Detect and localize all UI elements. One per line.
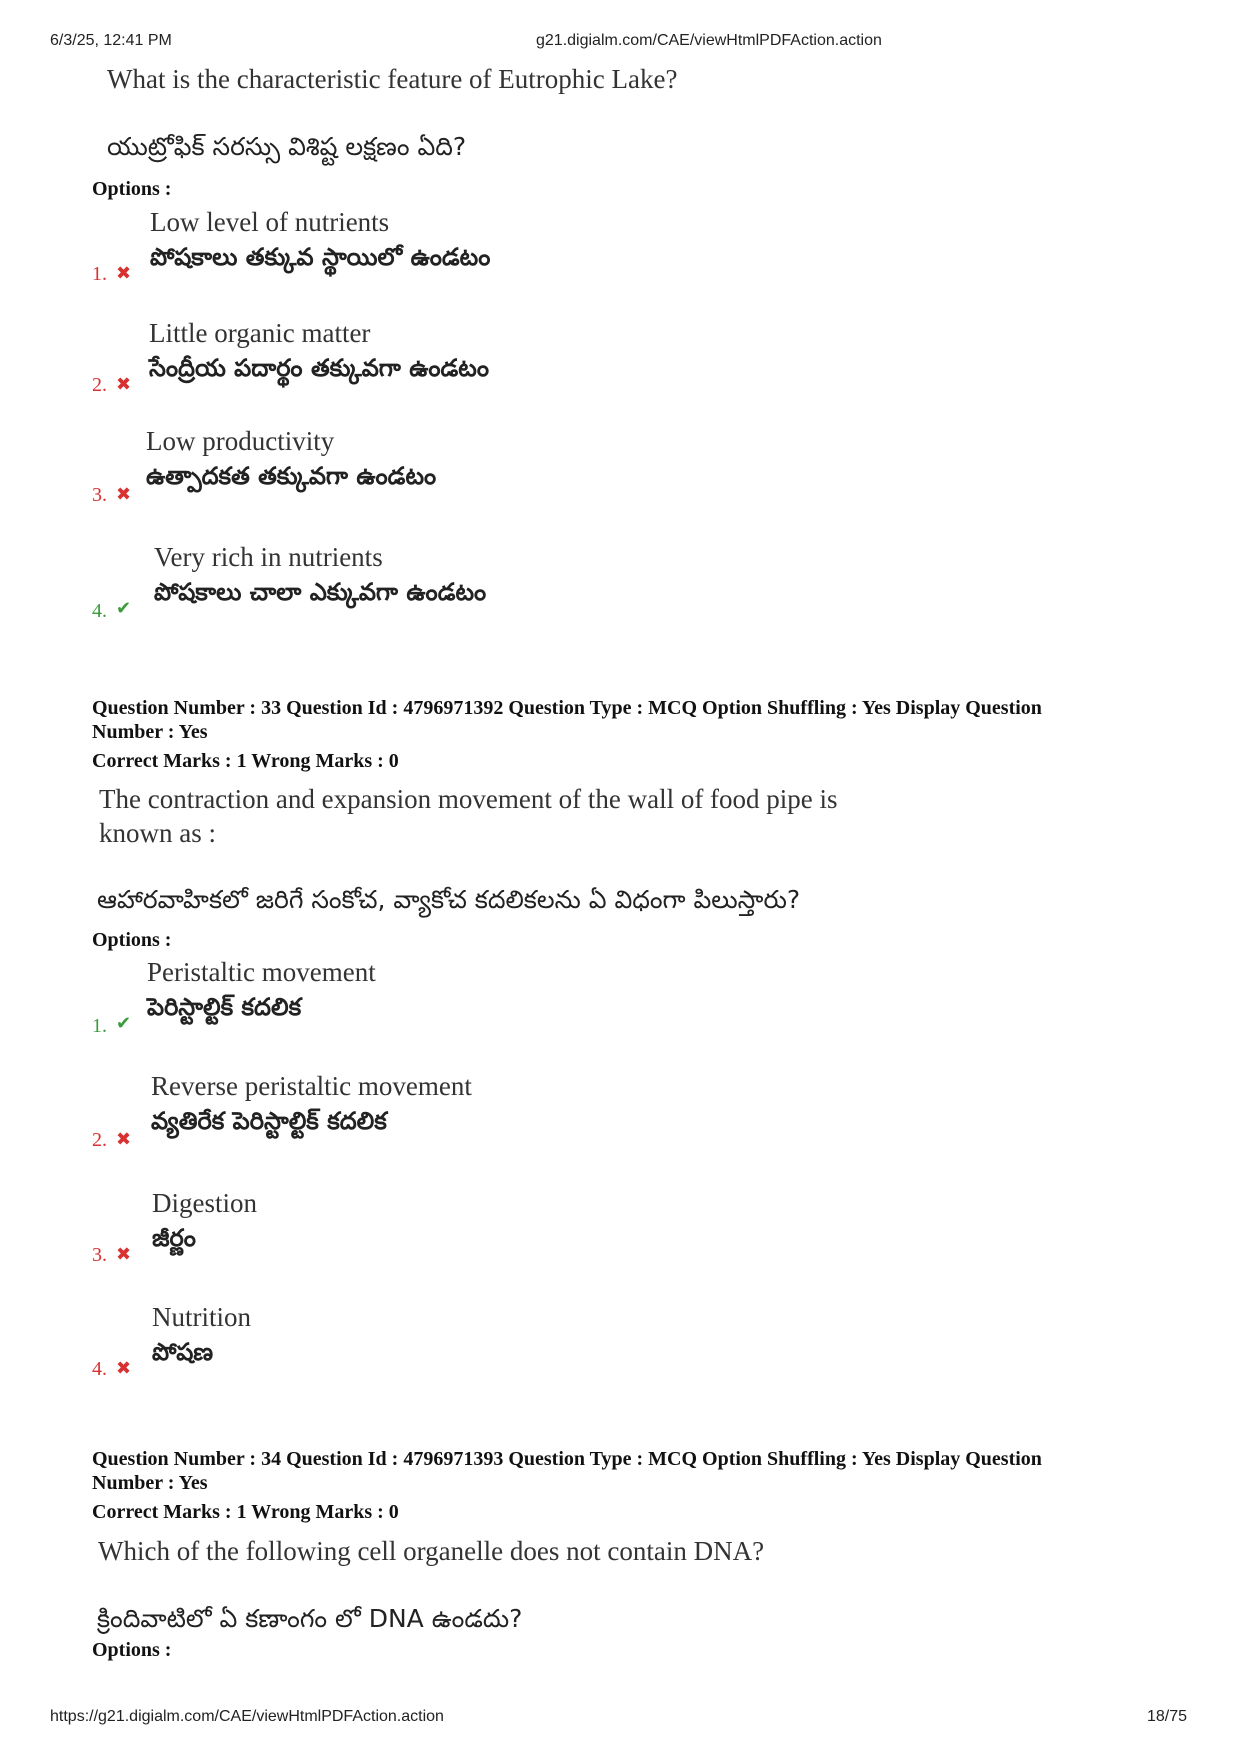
option-number: 4. xyxy=(92,1358,107,1380)
cross-icon: ✖ xyxy=(116,1358,132,1379)
question-33-marks: Correct Marks : 1 Wrong Marks : 0 xyxy=(92,750,399,772)
question-33-text-en-cont: known as : xyxy=(99,818,216,848)
option-number: 1. xyxy=(92,263,107,285)
question-33-meta-cont: Number : Yes xyxy=(92,721,208,743)
cross-icon: ✖ xyxy=(116,374,132,395)
option-number: 3. xyxy=(92,1244,107,1266)
question-33-options-label: Options : xyxy=(92,929,172,951)
question-33-text-en: The contraction and expansion movement of the wall of food pipe is xyxy=(99,784,838,814)
question-34-text-en: Which of the following cell organelle does not contain DNA? xyxy=(98,1536,765,1566)
option-text-te: ఉత్పాదకత తక్కువగా ఉండటం xyxy=(146,462,437,490)
cross-icon: ✖ xyxy=(116,1129,132,1150)
option-number: 3. xyxy=(92,484,107,506)
page-number: 18/75 xyxy=(1147,1708,1188,1725)
option-number: 2. xyxy=(92,1129,107,1151)
option-text-en: Digestion xyxy=(152,1188,257,1218)
question-34-meta: Question Number : 34 Question Id : 4796971393 Question Type : MCQ Option Shuffling : Yes Display Question xyxy=(92,1448,1042,1470)
cross-icon: ✖ xyxy=(116,263,132,284)
print-footer-url: https://g21.digialm.com/CAE/viewHtmlPDFAction.action xyxy=(50,1708,444,1725)
question-32-text-te: యుట్రోఫిక్ సరస్సు విశిష్ట లక్షణం ఏది? xyxy=(107,132,467,161)
cross-icon: ✖ xyxy=(116,1244,132,1265)
option-text-en: Low productivity xyxy=(146,426,335,456)
option-text-en: Peristaltic movement xyxy=(147,957,376,987)
check-icon: ✔ xyxy=(116,1013,132,1034)
option-text-te: సేంద్రీయ పదార్థం తక్కువగా ఉండటం xyxy=(149,354,489,382)
question-34-options-label: Options : xyxy=(92,1639,172,1661)
question-33-text-te: ఆహారవాహికలో జరిగే సంకోచ, వ్యాకోచ కదలికలను ఏ విధంగా పిలుస్తారు? xyxy=(97,885,801,914)
option-text-en: Low level of nutrients xyxy=(150,207,390,237)
option-text-te: పెరిస్టాల్టిక్ కదలిక xyxy=(147,993,302,1021)
question-34-text-te: క్రిందివాటిలో ఏ కణాంగం లో DNA ఉండదు? xyxy=(97,1604,523,1633)
question-33-meta: Question Number : 33 Question Id : 4796971392 Question Type : MCQ Option Shuffling : Yes Display Question xyxy=(92,697,1042,719)
question-32-options-label: Options : xyxy=(92,178,172,200)
print-datetime: 6/3/25, 12:41 PM xyxy=(50,32,172,49)
question-32-text-en: What is the characteristic feature of Eutrophic Lake? xyxy=(107,64,678,94)
option-text-te: జీర్ణం xyxy=(152,1224,196,1252)
question-34-marks: Correct Marks : 1 Wrong Marks : 0 xyxy=(92,1501,399,1523)
option-text-te: పోషణ xyxy=(152,1338,214,1366)
option-text-te: వ్యతిరేక పెరిస్టాల్టిక్ కదలిక xyxy=(151,1107,387,1135)
option-number: 2. xyxy=(92,374,107,396)
question-34-meta-cont: Number : Yes xyxy=(92,1472,208,1494)
cross-icon: ✖ xyxy=(116,484,132,505)
print-header-url: g21.digialm.com/CAE/viewHtmlPDFAction.action xyxy=(536,32,882,49)
option-text-te: పోషకాలు చాలా ఎక్కువగా ఉండటం xyxy=(154,578,487,606)
option-number: 4. xyxy=(92,600,107,622)
check-icon: ✔ xyxy=(116,598,132,619)
option-text-en: Reverse peristaltic movement xyxy=(151,1071,472,1101)
option-number: 1. xyxy=(92,1015,107,1037)
option-text-en: Little organic matter xyxy=(149,318,371,348)
option-text-en: Nutrition xyxy=(152,1302,251,1332)
option-text-en: Very rich in nutrients xyxy=(154,542,383,572)
option-text-te: పోషకాలు తక్కువ స్థాయిలో ఉండటం xyxy=(150,243,491,271)
